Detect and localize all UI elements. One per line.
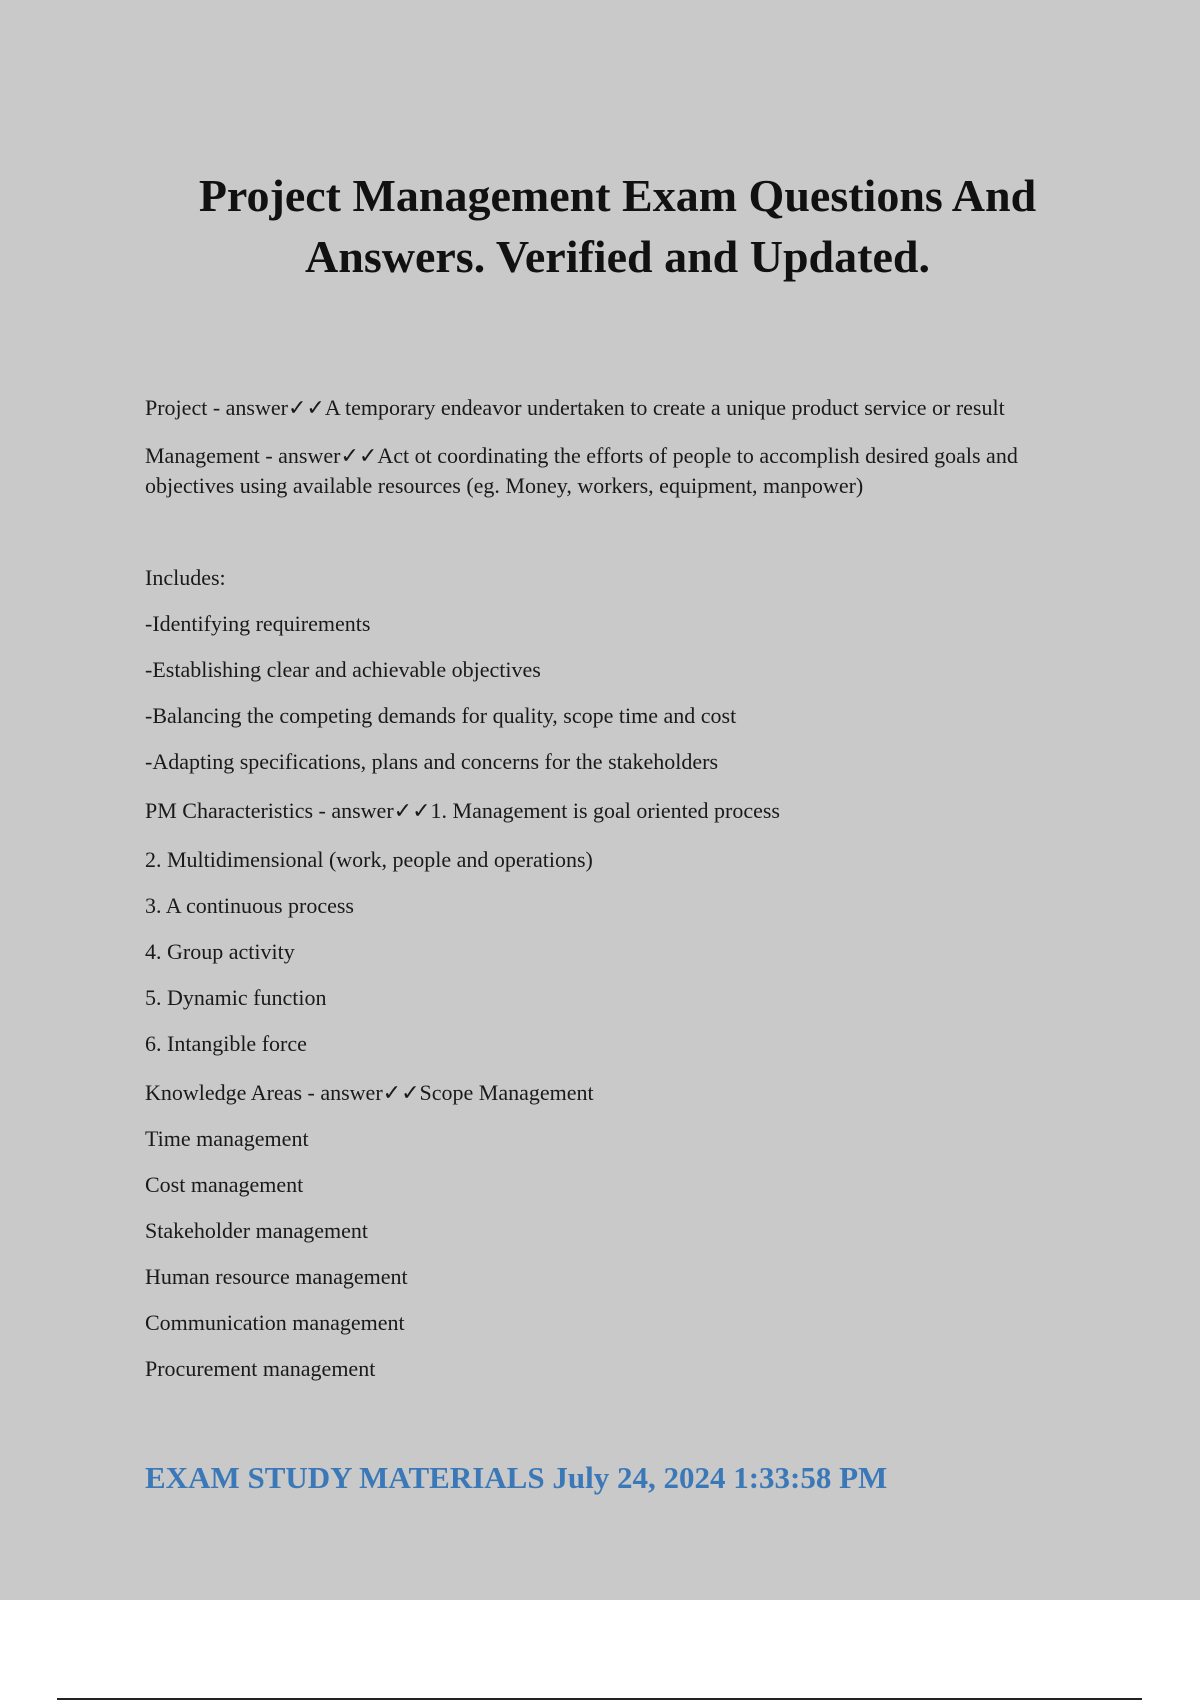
knowledge-area-item: Communication management bbox=[145, 1310, 405, 1335]
knowledge-area-item: Procurement management bbox=[145, 1356, 376, 1381]
characteristic-item: 2. Multidimensional (work, people and operations) bbox=[145, 847, 593, 872]
footer-note: EXAM STUDY MATERIALS July 24, 2024 1:33:58 PM bbox=[145, 1460, 888, 1495]
entry-pm-characteristics: PM Characteristics - answer✓✓1. Management is goal oriented process bbox=[145, 798, 780, 823]
knowledge-area-item: Cost management bbox=[145, 1172, 304, 1197]
characteristic-item: 6. Intangible force bbox=[145, 1031, 307, 1056]
knowledge-area-item: Human resource management bbox=[145, 1264, 408, 1289]
entry-knowledge-areas: Knowledge Areas - answer✓✓Scope Management bbox=[145, 1080, 594, 1105]
includes-item: -Adapting specifications, plans and concerns for the stakeholders bbox=[145, 749, 719, 774]
document-body bbox=[145, 393, 1075, 1384]
includes-heading: Includes: bbox=[145, 565, 226, 590]
includes-item: -Establishing clear and achievable objectives bbox=[145, 657, 541, 682]
characteristic-item: 3. A continuous process bbox=[145, 893, 354, 918]
knowledge-area-item: Time management bbox=[145, 1126, 309, 1151]
includes-item: -Identifying requirements bbox=[145, 611, 371, 636]
entry-project: Project - answer✓✓A temporary endeavor undertaken to create a unique product service or result bbox=[145, 395, 1005, 420]
document-title: Project Management Exam Questions And Answers. Verified and Updated. bbox=[198, 170, 1037, 282]
includes-item: -Balancing the competing demands for quality, scope time and cost bbox=[145, 703, 737, 728]
entry-management: Management - answer✓✓Act ot coordinating the efforts of people to accomplish desired goals and objectives using available resources (eg. Money, workers, equipment, manpower) bbox=[145, 443, 1018, 498]
characteristic-item: 5. Dynamic function bbox=[145, 985, 327, 1010]
characteristic-item: 4. Group activity bbox=[145, 939, 295, 964]
knowledge-area-item: Stakeholder management bbox=[145, 1218, 368, 1243]
